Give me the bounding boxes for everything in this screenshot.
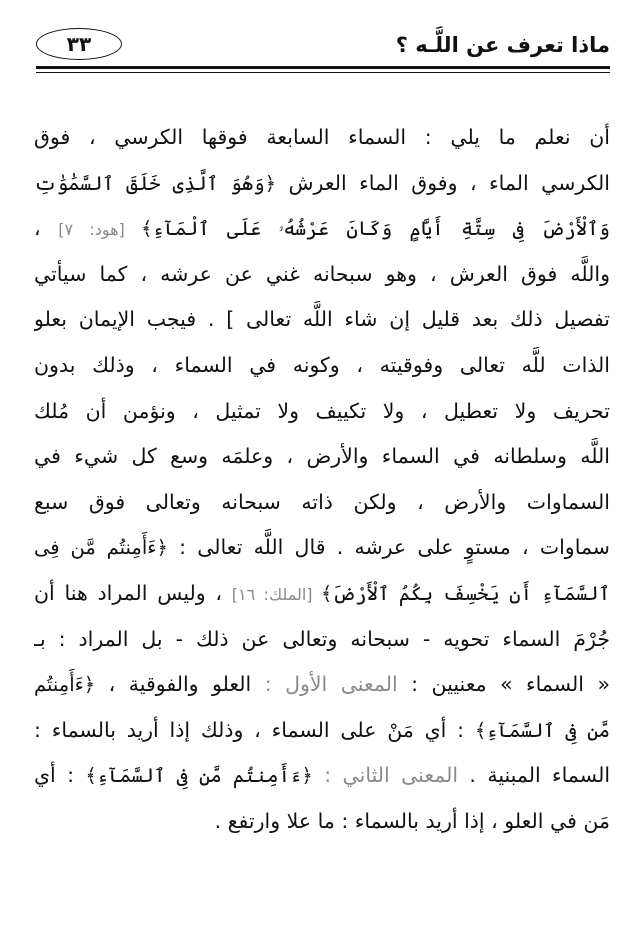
text-line [34, 799, 610, 845]
page-header [36, 28, 610, 72]
running-title: ماذا تعرف عن اللَّـه ؟ [395, 33, 610, 57]
text-line [34, 617, 610, 663]
text-segment: الكرسي الماء ، وفوق الماء العرش [276, 170, 610, 195]
text-segment: السماوات والأرض ، ولكن ذاته سبحانه وتعالى فوق سبع [34, 489, 610, 514]
meaning-label: المعنى الأول : [264, 672, 398, 697]
text-segment: السماء المبنية . [458, 763, 610, 788]
quran-verse: ﴿ءَأَمِنتُم [34, 673, 96, 697]
text-line [34, 297, 610, 343]
body-text [34, 115, 610, 845]
quran-verse: مَّن فِى ٱلسَّمَآءِ﴾ [474, 718, 610, 742]
text-segment: سماوات ، مستوٍ على عرشه . قال اللَّه تعالى : [167, 535, 610, 560]
text-segment: تحريف ولا تعطيل ، ولا تكييف ولا تمثيل ، ونؤمن أن مُلك [34, 398, 610, 423]
quran-verse: ﴿ءَأَمِنتُم مَّن فِى ٱلسَّمَآءِ﴾ [85, 764, 313, 788]
text-line [34, 161, 610, 207]
text-segment: واللَّه فوق العرش ، وهو سبحانه غني عن عرشه ، كما سيأتي [34, 261, 610, 286]
text-segment: جُرْمَ السماء تحويه - سبحانه وتعالى عن ذلك - بل المراد : بـ [34, 626, 610, 651]
text-line [34, 525, 610, 571]
text-segment: الذات للَّه تعالى وفوقيته ، وكونه في السماء ، وذلك بدون [34, 352, 610, 377]
text-line [34, 206, 610, 252]
text-line [34, 480, 610, 526]
verse-reference: [هود: ٧] [58, 220, 142, 240]
quran-verse: ﴿وَهُوَ ٱلَّذِى خَلَقَ ٱلسَّمَٰوَٰتِ [34, 171, 277, 195]
text-line [34, 115, 610, 161]
text-line [34, 343, 610, 389]
text-segment: ، وليس المراد هنا أن [34, 580, 232, 605]
text-line [34, 753, 610, 799]
text-segment: : أي [34, 763, 86, 788]
text-segment: أن نعلم ما يلي : السماء السابعة فوقها الكرسي ، فوق [34, 125, 610, 149]
text-segment: : أي مَنْ على السماء ، وذلك إذا أريد بالسماء : [34, 717, 475, 742]
page-number: ٣٣ [66, 32, 92, 56]
page-number-badge [36, 28, 122, 60]
quran-verse: وَٱلْأَرْضَ فِى سِتَّةِ أَيَّامٍ وَكَانَ عَرْشُهُۥ عَلَى ٱلْمَآءِ﴾ [141, 217, 610, 241]
text-line [34, 252, 610, 298]
header-rule-thin [36, 72, 610, 73]
text-line [34, 434, 610, 480]
verse-reference: [الملك: ١٦] [231, 584, 321, 604]
text-line [34, 662, 610, 708]
text-segment: مَن في العلو ، إذا أريد بالسماء : ما علا وارتفع . [214, 808, 610, 833]
meaning-label: المعنى الثاني : [324, 763, 459, 788]
text-segment: اللَّه وسلطانه في السماء والأرض ، وعلمَه وسع كل شيء في [34, 444, 610, 469]
quran-verse: ﴿ءَأَمِنتُم مَّن فِى [34, 536, 168, 560]
quran-verse: ٱلسَّمَآءِ أَن يَخْسِفَ بِكُمُ ٱلْأَرْضَ﴾ [320, 581, 610, 605]
text-line [34, 389, 610, 435]
text-segment [313, 763, 324, 787]
text-segment: العلو والفوقية ، [95, 672, 265, 697]
header-rule-thick [36, 66, 610, 69]
text-line [34, 708, 610, 754]
text-segment: « السماء » معنيين : [397, 672, 610, 697]
text-segment: ، [34, 216, 59, 241]
text-segment: تفصيل ذلك بعد قليل إن شاء اللَّه تعالى ] . فيجب الإيمان بعلو [34, 307, 610, 332]
text-line [34, 571, 610, 617]
